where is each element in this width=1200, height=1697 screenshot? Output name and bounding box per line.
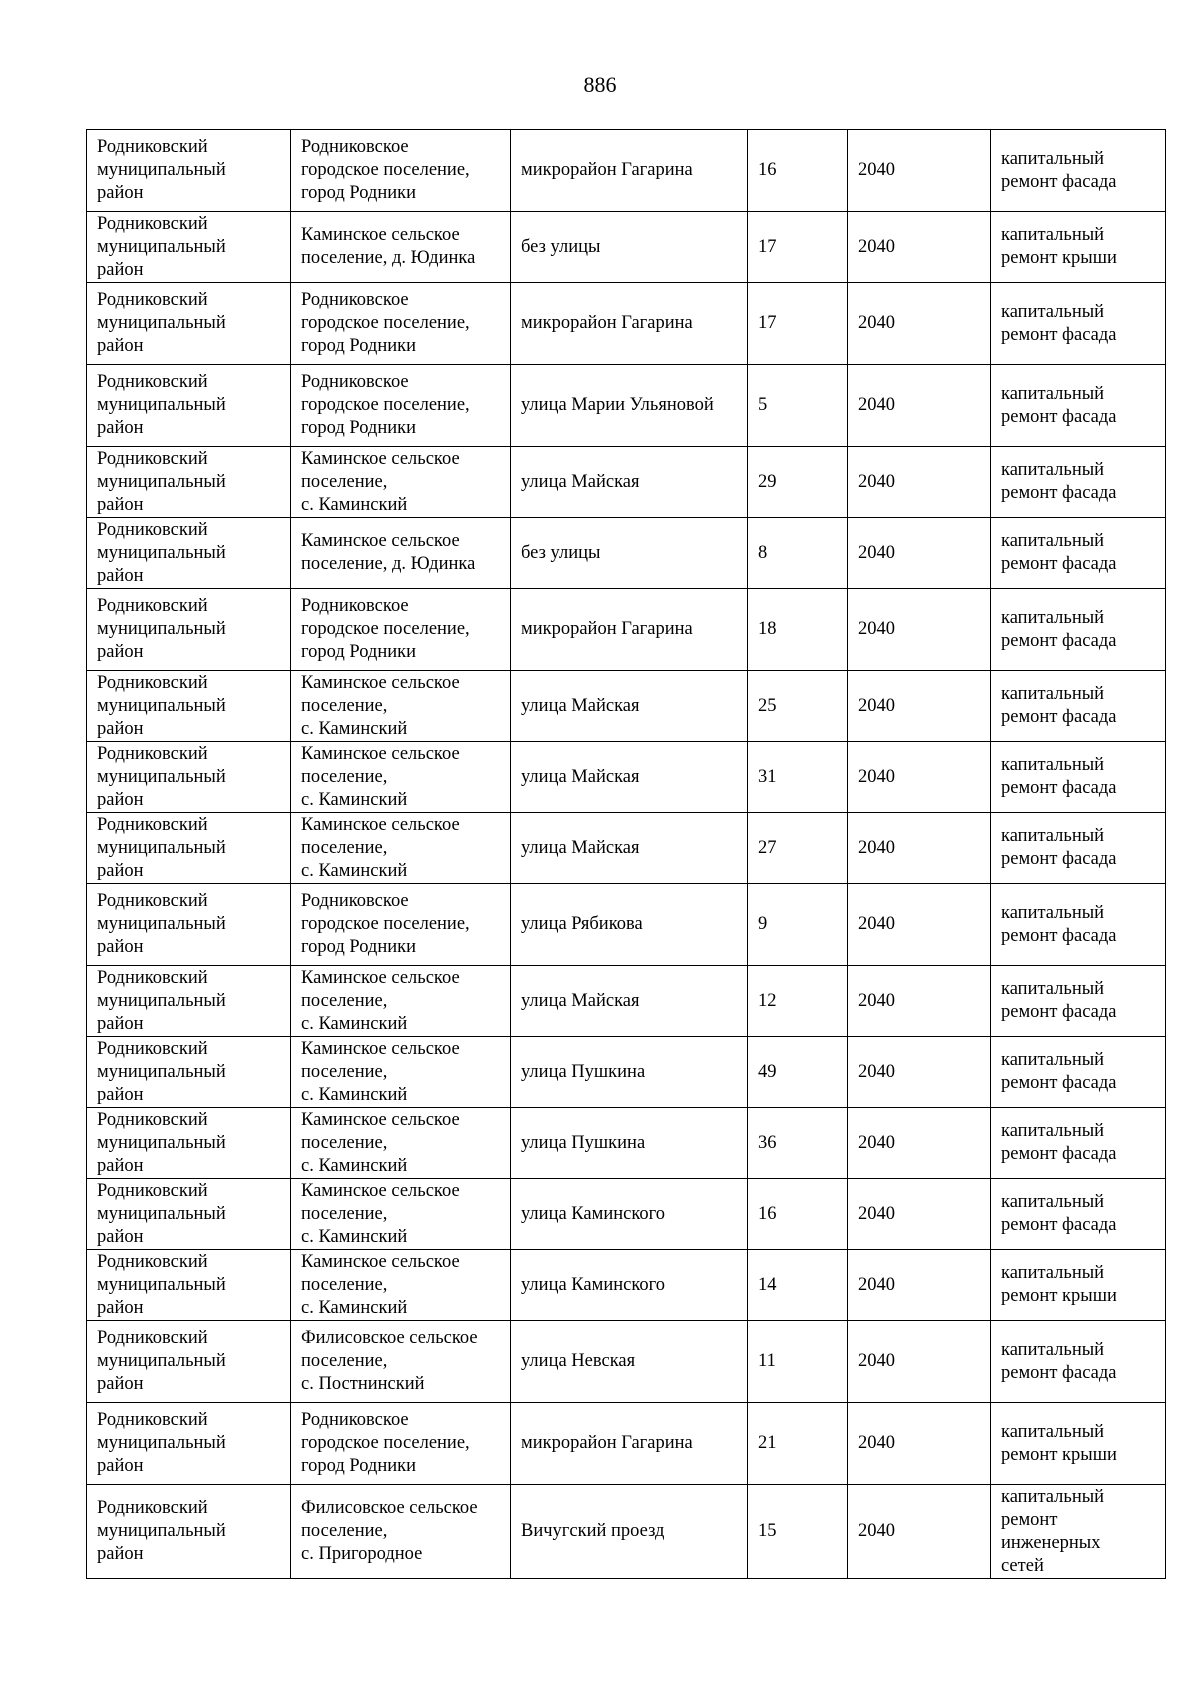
settlement-cell	[291, 884, 511, 966]
table-body	[87, 130, 1166, 1579]
year-cell-text: 2040	[858, 313, 895, 333]
year-cell	[848, 365, 991, 447]
district-cell	[87, 1179, 291, 1250]
district-cell	[87, 1403, 291, 1485]
settlement-cell	[291, 1179, 511, 1250]
work-type-cell	[991, 671, 1166, 742]
street-cell	[511, 1321, 748, 1403]
work-type-cell	[991, 966, 1166, 1037]
year-cell-text: 2040	[858, 160, 895, 180]
work-type-cell-text: капитальный ремонт фасада	[1001, 1192, 1117, 1235]
work-type-cell-text: капитальный ремонт инженерных сетей	[1001, 1486, 1105, 1576]
settlement-cell-text: Каминское сельское поселение, д. Юдинка	[301, 531, 476, 574]
house-number-cell-text: 31	[758, 766, 777, 787]
street-cell-text: улица Майская	[521, 471, 640, 492]
year-cell	[848, 130, 991, 212]
street-cell-text: улица Майская	[521, 766, 640, 787]
table-row	[87, 813, 1166, 884]
street-cell	[511, 1179, 748, 1250]
street-cell-text: без улицы	[521, 542, 601, 563]
work-type-cell	[991, 1037, 1166, 1108]
settlement-cell-text: Каминское сельское поселение, с. Каминский	[301, 814, 460, 881]
settlement-cell-text: Каминское сельское поселение, с. Каминский	[301, 743, 460, 810]
house-number-cell	[748, 884, 848, 966]
district-cell	[87, 742, 291, 813]
table-row	[87, 130, 1166, 212]
work-type-cell	[991, 742, 1166, 813]
house-number-cell-text: 36	[758, 1132, 777, 1153]
work-type-cell	[991, 1485, 1166, 1579]
house-number-cell-text: 5	[758, 395, 768, 415]
work-type-cell	[991, 518, 1166, 589]
street-cell-text: микрорайон Гагарина	[521, 313, 693, 333]
house-number-cell	[748, 1250, 848, 1321]
year-cell-text: 2040	[858, 619, 895, 639]
settlement-cell-text: Родниковское городское поселение, город Родники	[301, 137, 470, 203]
house-number-cell	[748, 1037, 848, 1108]
year-cell	[848, 1108, 991, 1179]
table-row	[87, 1403, 1166, 1485]
year-cell	[848, 1179, 991, 1250]
district-cell-text: Родниковский муниципальный район	[97, 519, 226, 586]
settlement-cell-text: Каминское сельское поселение, с. Каминский	[301, 1180, 460, 1247]
street-cell-text: без улицы	[521, 236, 601, 257]
district-cell-text: Родниковский муниципальный район	[97, 891, 226, 957]
street-cell	[511, 1037, 748, 1108]
year-cell	[848, 671, 991, 742]
house-number-cell	[748, 1108, 848, 1179]
district-cell	[87, 1321, 291, 1403]
year-cell	[848, 589, 991, 671]
street-cell-text: микрорайон Гагарина	[521, 160, 693, 180]
year-cell	[848, 1403, 991, 1485]
year-cell	[848, 1321, 991, 1403]
year-cell-text: 2040	[858, 914, 895, 934]
settlement-cell-text: Каминское сельское поселение, с. Каминский	[301, 1038, 460, 1105]
settlement-cell-text: Родниковское городское поселение, город Родники	[301, 1410, 470, 1476]
work-type-cell-text: капитальный ремонт фасада	[1001, 531, 1117, 574]
year-cell-text: 2040	[858, 542, 895, 563]
work-type-cell	[991, 1321, 1166, 1403]
street-cell	[511, 447, 748, 518]
street-cell-text: улица Майская	[521, 837, 640, 858]
house-number-cell	[748, 365, 848, 447]
work-type-cell-text: капитальный ремонт фасада	[1001, 1339, 1117, 1383]
settlement-cell	[291, 589, 511, 671]
settlement-cell-text: Филисовское сельское поселение, с. Пригородное	[301, 1498, 478, 1564]
house-number-cell	[748, 1179, 848, 1250]
table-row	[87, 447, 1166, 518]
year-cell	[848, 447, 991, 518]
work-type-cell	[991, 365, 1166, 447]
settlement-cell	[291, 518, 511, 589]
district-cell-text: Родниковский муниципальный район	[97, 672, 226, 739]
settlement-cell	[291, 1485, 511, 1579]
repair-schedule-table	[86, 129, 1166, 1579]
district-cell-text: Родниковский муниципальный район	[97, 967, 226, 1034]
street-cell	[511, 283, 748, 365]
work-type-cell-text: капитальный ремонт крыши	[1001, 1263, 1117, 1306]
year-cell-text: 2040	[858, 1351, 895, 1371]
street-cell	[511, 884, 748, 966]
district-cell	[87, 884, 291, 966]
year-cell-text: 2040	[858, 990, 895, 1011]
year-cell-text: 2040	[858, 471, 895, 492]
district-cell	[87, 447, 291, 518]
settlement-cell	[291, 130, 511, 212]
street-cell	[511, 1485, 748, 1579]
district-cell	[87, 1108, 291, 1179]
street-cell	[511, 1108, 748, 1179]
work-type-cell-text: капитальный ремонт фасада	[1001, 979, 1117, 1022]
settlement-cell	[291, 283, 511, 365]
street-cell-text: улица Рябикова	[521, 914, 643, 934]
street-cell-text: улица Каминского	[521, 1203, 666, 1224]
house-number-cell	[748, 813, 848, 884]
table-row	[87, 365, 1166, 447]
year-cell	[848, 518, 991, 589]
year-cell	[848, 1037, 991, 1108]
table-row	[87, 589, 1166, 671]
work-type-cell	[991, 1108, 1166, 1179]
house-number-cell	[748, 518, 848, 589]
house-number-cell-text: 29	[758, 471, 777, 492]
district-cell-text: Родниковский муниципальный район	[97, 372, 226, 438]
district-cell	[87, 966, 291, 1037]
work-type-cell-text: капитальный ремонт фасада	[1001, 1121, 1117, 1164]
house-number-cell	[748, 742, 848, 813]
district-cell	[87, 365, 291, 447]
work-type-cell	[991, 589, 1166, 671]
street-cell	[511, 130, 748, 212]
street-cell	[511, 212, 748, 283]
settlement-cell-text: Каминское сельское поселение, с. Каминский	[301, 1109, 460, 1176]
work-type-cell-text: капитальный ремонт фасада	[1001, 383, 1117, 427]
street-cell	[511, 589, 748, 671]
table-row	[87, 884, 1166, 966]
street-cell-text: Вичугский проезд	[521, 1521, 665, 1541]
work-type-cell-text: капитальный ремонт фасада	[1001, 301, 1117, 345]
house-number-cell	[748, 589, 848, 671]
house-number-cell-text: 16	[758, 1203, 777, 1224]
work-type-cell	[991, 884, 1166, 966]
street-cell-text: улица Марии Ульяновой	[521, 395, 714, 415]
table-row	[87, 1485, 1166, 1579]
work-type-cell-text: капитальный ремонт фасада	[1001, 902, 1117, 946]
street-cell-text: улица Каминского	[521, 1274, 666, 1295]
house-number-cell	[748, 447, 848, 518]
district-cell	[87, 671, 291, 742]
table-row	[87, 1037, 1166, 1108]
district-cell-text: Родниковский муниципальный район	[97, 1328, 226, 1394]
street-cell	[511, 365, 748, 447]
table-row	[87, 283, 1166, 365]
year-cell-text: 2040	[858, 1521, 895, 1541]
district-cell	[87, 283, 291, 365]
district-cell-text: Родниковский муниципальный район	[97, 1251, 226, 1318]
house-number-cell	[748, 212, 848, 283]
house-number-cell	[748, 671, 848, 742]
house-number-cell	[748, 1403, 848, 1485]
work-type-cell	[991, 130, 1166, 212]
settlement-cell-text: Родниковское городское поселение, город Родники	[301, 372, 470, 438]
district-cell	[87, 212, 291, 283]
year-cell-text: 2040	[858, 837, 895, 858]
work-type-cell	[991, 212, 1166, 283]
street-cell-text: улица Пушкина	[521, 1132, 646, 1153]
settlement-cell-text: Каминское сельское поселение, с. Каминский	[301, 448, 460, 515]
year-cell-text: 2040	[858, 1203, 895, 1224]
year-cell	[848, 813, 991, 884]
house-number-cell-text: 8	[758, 542, 768, 563]
settlement-cell	[291, 1108, 511, 1179]
district-cell-text: Родниковский муниципальный район	[97, 596, 226, 662]
year-cell	[848, 212, 991, 283]
work-type-cell	[991, 1250, 1166, 1321]
district-cell	[87, 1250, 291, 1321]
settlement-cell-text: Родниковское городское поселение, город Родники	[301, 596, 470, 662]
house-number-cell-text: 9	[758, 914, 768, 934]
street-cell-text: микрорайон Гагарина	[521, 619, 693, 639]
table-row	[87, 212, 1166, 283]
work-type-cell-text: капитальный ремонт фасада	[1001, 460, 1117, 503]
work-type-cell	[991, 283, 1166, 365]
work-type-cell	[991, 813, 1166, 884]
work-type-cell	[991, 1403, 1166, 1485]
year-cell-text: 2040	[858, 236, 895, 257]
settlement-cell	[291, 1403, 511, 1485]
settlement-cell-text: Каминское сельское поселение, с. Каминский	[301, 672, 460, 739]
table-row	[87, 1108, 1166, 1179]
house-number-cell-text: 14	[758, 1274, 777, 1295]
settlement-cell-text: Родниковское городское поселение, город Родники	[301, 891, 470, 957]
year-cell	[848, 742, 991, 813]
work-type-cell-text: капитальный ремонт фасада	[1001, 826, 1117, 869]
work-type-cell-text: капитальный ремонт крыши	[1001, 225, 1117, 268]
street-cell-text: улица Майская	[521, 990, 640, 1011]
settlement-cell-text: Каминское сельское поселение, с. Каминский	[301, 967, 460, 1034]
street-cell-text: улица Пушкина	[521, 1061, 646, 1082]
table-row	[87, 1250, 1166, 1321]
house-number-cell-text: 16	[758, 160, 777, 180]
settlement-cell	[291, 365, 511, 447]
street-cell	[511, 1250, 748, 1321]
table-row	[87, 1179, 1166, 1250]
house-number-cell-text: 17	[758, 236, 777, 257]
settlement-cell	[291, 813, 511, 884]
house-number-cell	[748, 1321, 848, 1403]
work-type-cell	[991, 447, 1166, 518]
house-number-cell	[748, 1485, 848, 1579]
house-number-cell-text: 18	[758, 619, 777, 639]
house-number-cell	[748, 283, 848, 365]
house-number-cell-text: 49	[758, 1061, 777, 1082]
settlement-cell	[291, 1321, 511, 1403]
work-type-cell-text: капитальный ремонт крыши	[1001, 1421, 1117, 1465]
year-cell-text: 2040	[858, 1061, 895, 1082]
year-cell-text: 2040	[858, 1433, 895, 1453]
work-type-cell-text: капитальный ремонт фасада	[1001, 1050, 1117, 1093]
work-type-cell-text: капитальный ремонт фасада	[1001, 755, 1117, 798]
page-number: 886	[583, 72, 617, 97]
settlement-cell	[291, 966, 511, 1037]
settlement-cell	[291, 447, 511, 518]
table-row	[87, 671, 1166, 742]
district-cell	[87, 1037, 291, 1108]
table-row	[87, 518, 1166, 589]
settlement-cell	[291, 1250, 511, 1321]
year-cell	[848, 283, 991, 365]
settlement-cell	[291, 671, 511, 742]
district-cell	[87, 589, 291, 671]
year-cell-text: 2040	[858, 1274, 895, 1295]
work-type-cell-text: капитальный ремонт фасада	[1001, 607, 1117, 651]
district-cell-text: Родниковский муниципальный район	[97, 448, 226, 515]
table-row	[87, 1321, 1166, 1403]
district-cell-text: Родниковский муниципальный район	[97, 137, 226, 203]
district-cell-text: Родниковский муниципальный район	[97, 1109, 226, 1176]
year-cell	[848, 1250, 991, 1321]
street-cell	[511, 966, 748, 1037]
settlement-cell-text: Каминское сельское поселение, д. Юдинка	[301, 225, 476, 268]
street-cell	[511, 742, 748, 813]
street-cell	[511, 1403, 748, 1485]
district-cell-text: Родниковский муниципальный район	[97, 213, 226, 280]
street-cell-text: улица Майская	[521, 695, 640, 716]
year-cell-text: 2040	[858, 1132, 895, 1153]
year-cell-text: 2040	[858, 695, 895, 716]
work-type-cell-text: капитальный ремонт фасада	[1001, 148, 1117, 192]
district-cell-text: Родниковский муниципальный район	[97, 814, 226, 881]
district-cell-text: Родниковский муниципальный район	[97, 1410, 226, 1476]
district-cell	[87, 813, 291, 884]
district-cell-text: Родниковский муниципальный район	[97, 290, 226, 356]
work-type-cell	[991, 1179, 1166, 1250]
district-cell-text: Родниковский муниципальный район	[97, 1038, 226, 1105]
house-number-cell	[748, 130, 848, 212]
year-cell-text: 2040	[858, 395, 895, 415]
settlement-cell	[291, 1037, 511, 1108]
street-cell-text: улица Невская	[521, 1351, 636, 1371]
street-cell	[511, 813, 748, 884]
street-cell-text: микрорайон Гагарина	[521, 1433, 693, 1453]
settlement-cell	[291, 212, 511, 283]
year-cell	[848, 1485, 991, 1579]
work-type-cell-text: капитальный ремонт фасада	[1001, 684, 1117, 727]
house-number-cell-text: 17	[758, 313, 777, 333]
house-number-cell-text: 21	[758, 1433, 777, 1453]
house-number-cell-text: 12	[758, 990, 777, 1011]
district-cell-text: Родниковский муниципальный район	[97, 1498, 226, 1564]
year-cell	[848, 966, 991, 1037]
settlement-cell-text: Филисовское сельское поселение, с. Постнинский	[301, 1328, 478, 1394]
settlement-cell-text: Каминское сельское поселение, с. Каминский	[301, 1251, 460, 1318]
settlement-cell-text: Родниковское городское поселение, город Родники	[301, 290, 470, 356]
house-number-cell-text: 11	[758, 1351, 776, 1371]
house-number-cell-text: 15	[758, 1521, 777, 1541]
district-cell	[87, 130, 291, 212]
district-cell	[87, 1485, 291, 1579]
district-cell-text: Родниковский муниципальный район	[97, 1180, 226, 1247]
district-cell	[87, 518, 291, 589]
year-cell-text: 2040	[858, 766, 895, 787]
house-number-cell-text: 27	[758, 837, 777, 858]
year-cell	[848, 884, 991, 966]
street-cell	[511, 518, 748, 589]
house-number-cell-text: 25	[758, 695, 777, 716]
district-cell-text: Родниковский муниципальный район	[97, 743, 226, 810]
street-cell	[511, 671, 748, 742]
settlement-cell	[291, 742, 511, 813]
table-row	[87, 742, 1166, 813]
house-number-cell	[748, 966, 848, 1037]
table-row	[87, 966, 1166, 1037]
